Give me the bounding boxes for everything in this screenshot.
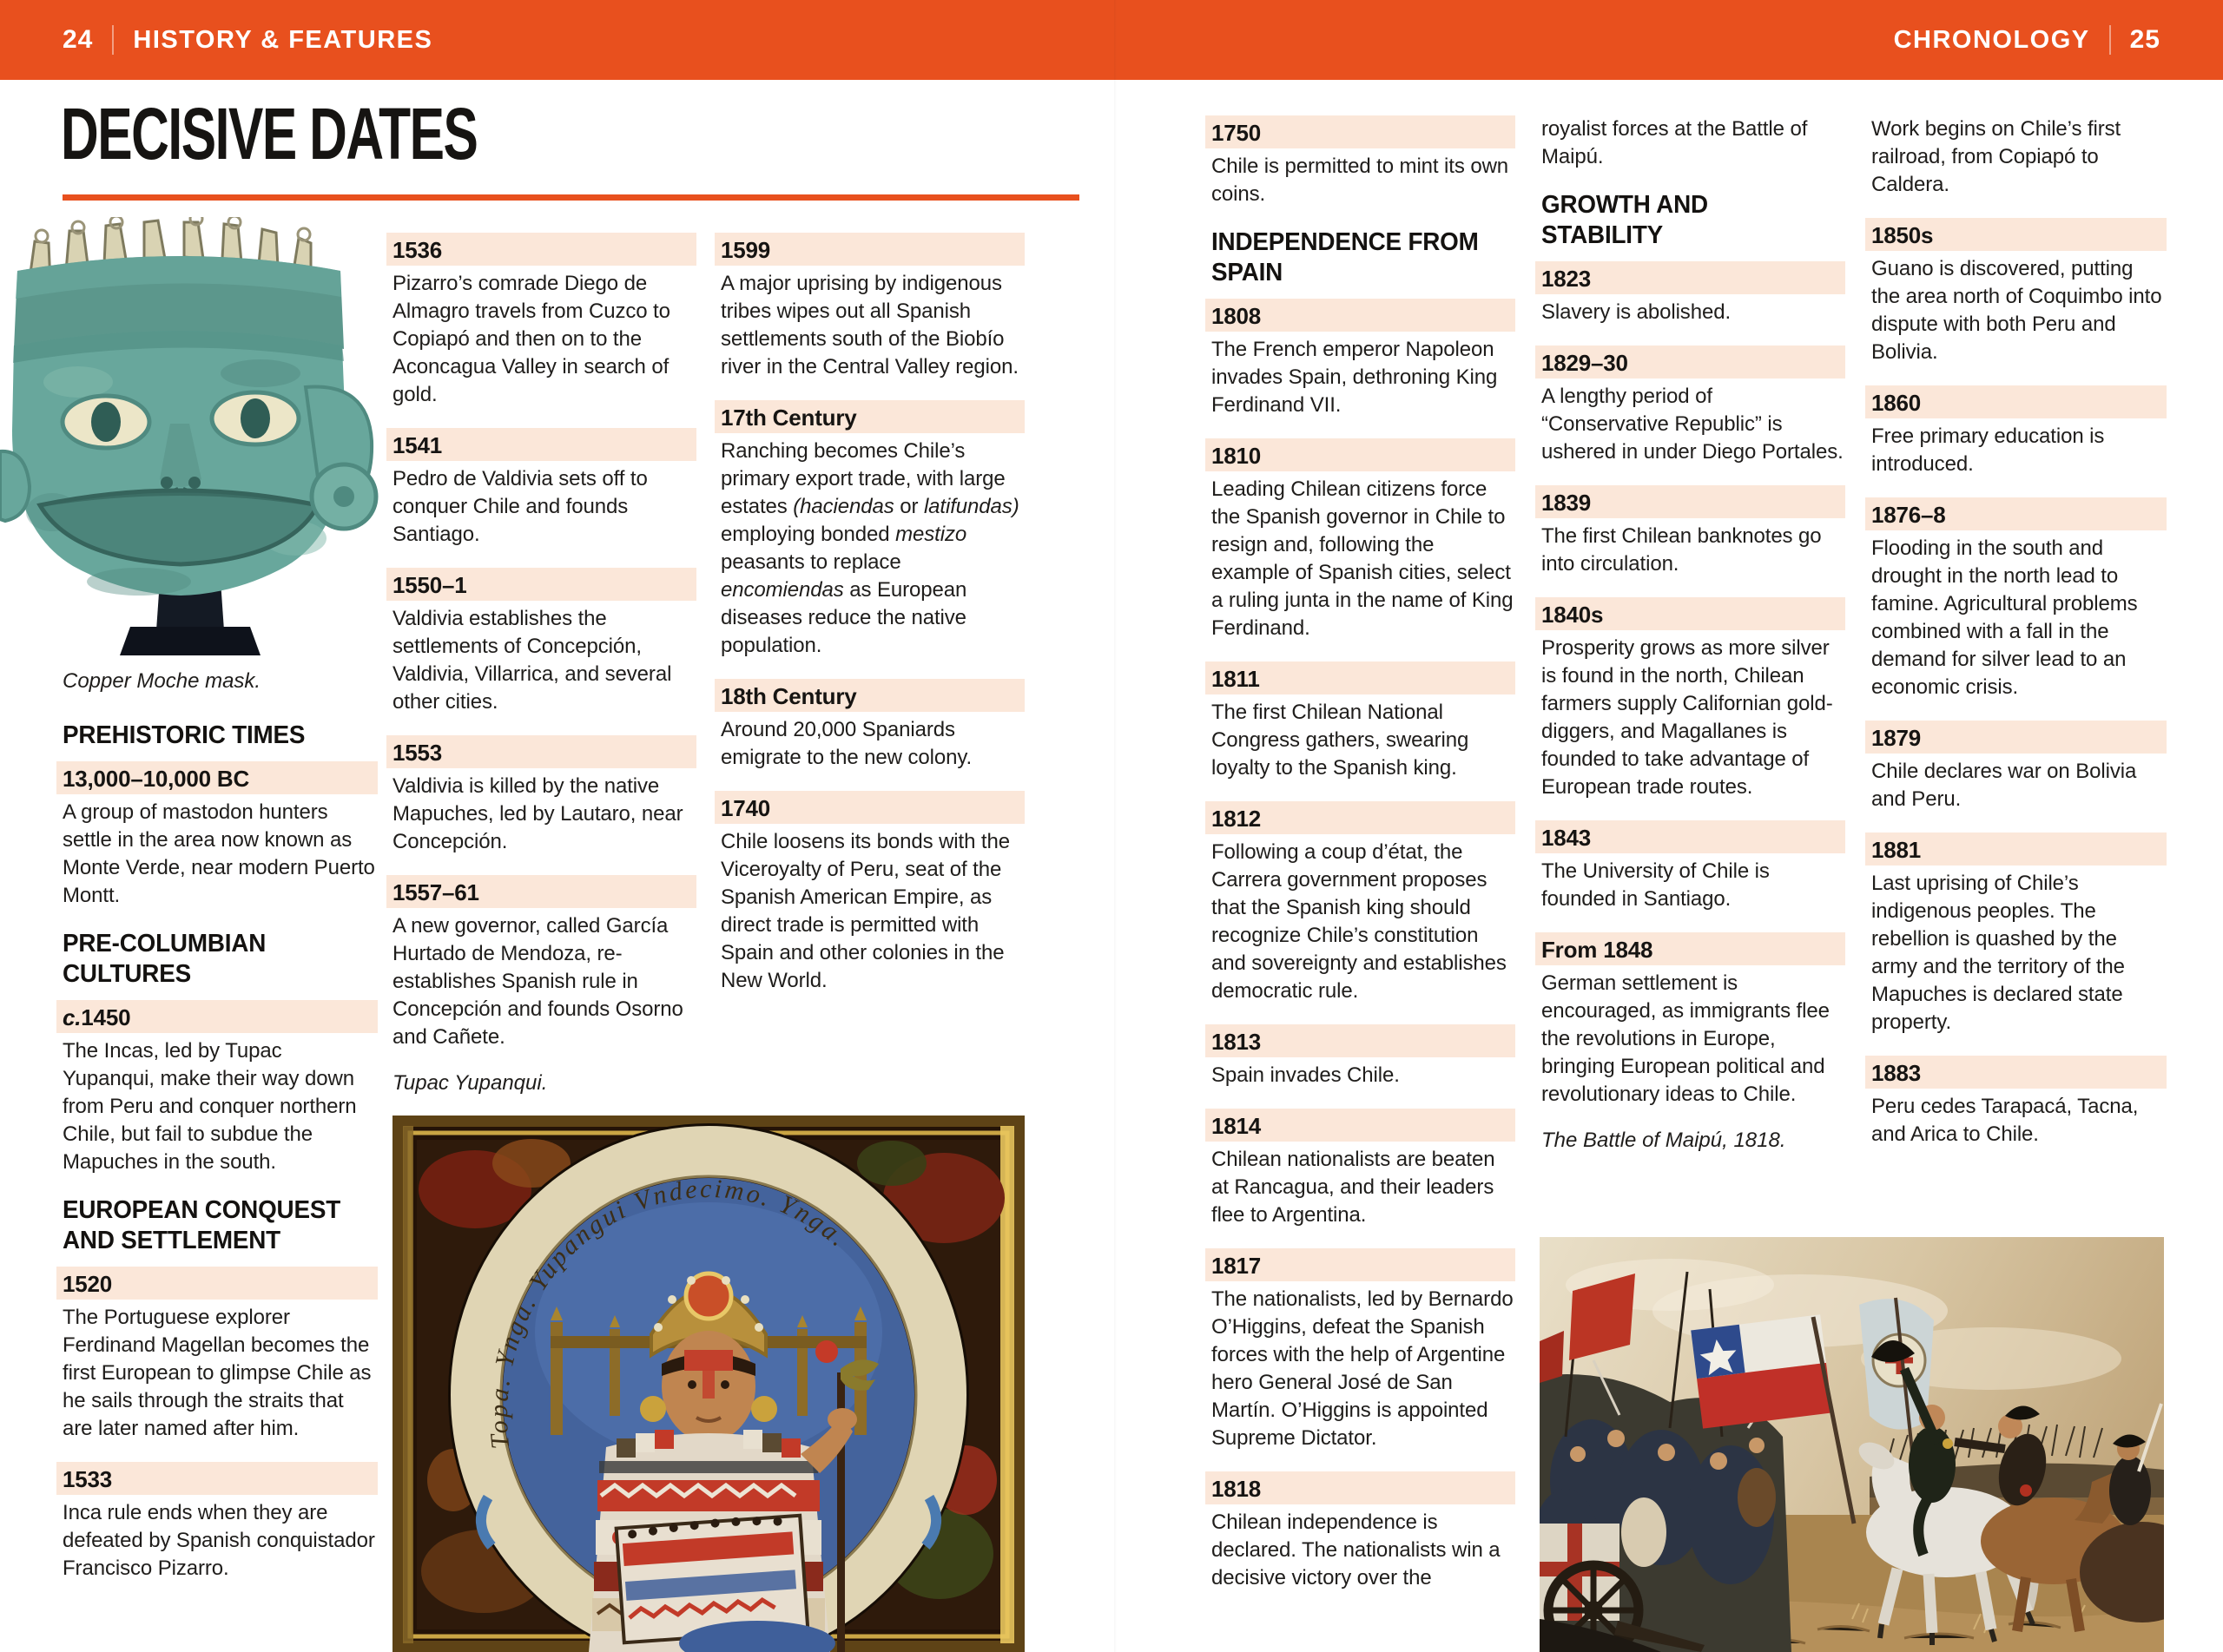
entry-text: Flooding in the south and drought in the north lead to famine. Agricultural problems combined with a fall in the demand for silver lead to an economic crisis.: [1871, 536, 2138, 699]
entry-date: 1557–61: [386, 875, 696, 908]
timeline-entry: [392, 233, 696, 409]
entry-date: 1843: [1535, 820, 1845, 853]
timeline-entry: [1541, 485, 1845, 578]
portrait-inscription: Topa. Ynga. Yupangui Vndecimo. Ynga.: [484, 1174, 854, 1451]
page-header-bar: [0, 0, 2223, 80]
entry-text: Slavery is abolished.: [1541, 300, 1732, 324]
entry-text: A major uprising by indigenous tribes wipes out all Spanish settlements south of the Biobío river in the Central Valley region.: [721, 272, 1019, 378]
entry-date: 1876–8: [1865, 497, 2167, 530]
entry-text: Valdivia is killed by the native Mapuches, led by Lautaro, near Concepción.: [392, 774, 683, 853]
entry-text-continued: royalist forces at the Battle of Maipú.: [1541, 117, 1808, 168]
timeline-entry: [1871, 833, 2167, 1037]
entry-date: 1553: [386, 735, 696, 768]
timeline-entry: [63, 761, 378, 910]
column-left-2: [392, 233, 696, 1122]
entry-text: Chile is permitted to mint its own coins.: [1211, 155, 1509, 206]
entry-text: Peru cedes Tarapacá, Tacna, and Arica to Chile.: [1871, 1095, 2139, 1146]
image-caption: Tupac Yupanqui.: [392, 1071, 548, 1095]
entry-text: Free primary education is introduced.: [1871, 425, 2105, 476]
timeline-entry: [392, 568, 696, 716]
title-rule: [63, 194, 1079, 201]
page-number-right: 25: [2129, 25, 2160, 54]
entry-text: A group of mastodon hunters settle in the area now known as Monte Verde, near modern Puerto Montt.: [63, 800, 375, 907]
timeline-entry: [1211, 1109, 1515, 1229]
timeline-entry: [721, 791, 1025, 995]
entry-text: Valdivia establishes the settlements of Concepción, Valdivia, Villarrica, and several other cities.: [392, 607, 672, 714]
entry-date: From 1848: [1535, 932, 1845, 965]
entry-text: Following a coup d’état, the Carrera government proposes that the Spanish king should recognize Chile’s constitution and sovereignty and establishes democratic rule.: [1211, 840, 1507, 1003]
entry-date: 1829–30: [1535, 346, 1845, 378]
entry-text: Chilean independence is declared. The nationalists win a decisive victory over the: [1211, 1510, 1501, 1589]
entry-date: 13,000–10,000 BC: [56, 761, 378, 794]
timeline-entry: [63, 1267, 378, 1443]
entry-text: Last uprising of Chile’s indigenous peoples. The rebellion is quashed by the army and the territory of the Mapuches is declared state property.: [1871, 872, 2125, 1034]
timeline-entry: [1211, 115, 1515, 208]
timeline-entry: [1871, 1056, 2167, 1149]
entry-text: The Incas, led by Tupac Yupanqui, make their way down from Peru and conquer northern Chile, but fail to subdue the Mapuches in the south.: [63, 1039, 357, 1174]
entry-date: 1541: [386, 428, 696, 461]
timeline-entry: [392, 428, 696, 549]
entry-date: 1813: [1205, 1024, 1515, 1057]
column-right-3: [1871, 115, 2167, 1168]
timeline-entry: [1541, 261, 1845, 326]
entry-date: 1850s: [1865, 218, 2167, 251]
entry-text: Spain invades Chile.: [1211, 1063, 1400, 1087]
timeline-entry: [721, 679, 1025, 772]
entry-date: 1811: [1205, 661, 1515, 694]
entry-date: 1536: [386, 233, 696, 266]
timeline-entry: [392, 735, 696, 856]
entry-date: 1740: [715, 791, 1025, 824]
timeline-entry: [1541, 820, 1845, 913]
entry-text: Chile loosens its bonds with the Viceroyalty of Peru, seat of the Spanish American Empire, as direct trade is permitted with Spain and other colonies in the New World.: [721, 830, 1010, 992]
battle-of-maipu-painting: [1540, 1237, 2164, 1652]
entry-text: The first Chilean National Congress gathers, swearing loyalty to the Spanish king.: [1211, 701, 1469, 780]
entry-text: Guano is discovered, putting the area north of Coquimbo into dispute with both Peru and Bolivia.: [1871, 257, 2162, 364]
entry-text: The nationalists, led by Bernardo O’Higgins, defeat the Spanish forces with the help of Argentine hero General José de San Martín. O’Higgins is appointed Supreme Dictator.: [1211, 1287, 1514, 1450]
entry-date: c.1450: [56, 1000, 378, 1033]
entry-text: The Portuguese explorer Ferdinand Magellan becomes the first European to glimpse Chile as he sails through the straits that are later named after him.: [63, 1306, 372, 1440]
entry-date: 1881: [1865, 833, 2167, 865]
header-right: [1894, 25, 2160, 55]
page-fold: [1114, 0, 1117, 1652]
entry-date: 1520: [56, 1267, 378, 1300]
entry-text: Around 20,000 Spaniards emigrate to the new colony.: [721, 718, 973, 769]
section-heading: EUROPEAN CONQUEST AND SETTLEMENT: [63, 1196, 341, 1254]
timeline-entry: [721, 400, 1025, 660]
entry-text: Pedro de Valdivia sets off to conquer Chile and founds Santiago.: [392, 467, 648, 546]
entry-text: A lengthy period of “Conservative Republic” is ushered in under Diego Portales.: [1541, 385, 1844, 464]
entry-date: 1839: [1535, 485, 1845, 518]
entry-date: 1550–1: [386, 568, 696, 601]
entry-date: 1808: [1205, 299, 1515, 332]
entry-date: 1810: [1205, 438, 1515, 471]
entry-date: 1883: [1865, 1056, 2167, 1089]
entry-text: Prosperity grows as more silver is found in the north, Chilean farmers supply Californian gold-diggers, and Magallanes is founded to take advantage of European trade routes.: [1541, 636, 1833, 799]
timeline-entry: [1871, 497, 2167, 701]
header-divider: [112, 25, 114, 55]
column-left-3: [721, 233, 1025, 1014]
column-right-2: [1541, 115, 1845, 1180]
timeline-entry: [1541, 597, 1845, 801]
entry-text: Ranching becomes Chile’s primary export trade, with large estates (haciendas or latifundas) employing bonded mestizo peasants to replace encomiendas as European diseases reduce the native population.: [721, 439, 1019, 657]
page-number-left: 24: [63, 25, 94, 54]
entry-date: 1750: [1205, 115, 1515, 148]
timeline-entry: [1211, 438, 1515, 642]
entry-date: 1599: [715, 233, 1025, 266]
entry-date: 1817: [1205, 1248, 1515, 1281]
section-heading: GROWTH AND STABILITY: [1541, 191, 1708, 249]
timeline-entry: [1871, 721, 2167, 813]
section-label-right: CHRONOLOGY: [1893, 25, 2090, 54]
section-heading: PREHISTORIC TIMES: [63, 721, 306, 749]
entry-text: The French emperor Napoleon invades Spain, dethroning King Ferdinand VII.: [1211, 338, 1498, 417]
timeline-entry: [1211, 661, 1515, 782]
timeline-entry: [1871, 385, 2167, 478]
entry-date: 1818: [1205, 1471, 1515, 1504]
entry-date: 1533: [56, 1462, 378, 1495]
timeline-entry: [1211, 1471, 1515, 1592]
entry-text: German settlement is encouraged, as immigrants flee the revolutions in Europe, bringing European political and revolutionary ideas to Chile.: [1541, 971, 1830, 1106]
timeline-entry: [63, 1462, 378, 1583]
header-left: [63, 25, 432, 55]
timeline-entry: [721, 233, 1025, 381]
entry-date: 1812: [1205, 801, 1515, 834]
entry-date: 1814: [1205, 1109, 1515, 1142]
entry-text: A new governor, called García Hurtado de Mendoza, re-establishes Spanish rule in Concepción and founds Osorno and Cañete.: [392, 914, 683, 1049]
timeline-entry: [63, 1000, 378, 1176]
entry-text: Chile declares war on Bolivia and Peru.: [1871, 760, 2137, 811]
entry-text: Leading Chilean citizens force the Spanish governor in Chile to resign and, following the example of Spanish cities, select a ruling junta in the name of King Ferdinand.: [1211, 477, 1514, 640]
image-caption: The Battle of Maipú, 1818.: [1541, 1129, 1786, 1152]
entry-text: Chilean nationalists are beaten at Rancagua, and their leaders flee to Argentina.: [1211, 1148, 1495, 1227]
tupac-yupanqui-portrait: [392, 1116, 1025, 1652]
section-heading: PRE-COLUMBIAN CULTURES: [63, 930, 267, 988]
section-label-left: HISTORY & FEATURES: [133, 25, 433, 54]
section-heading: INDEPENDENCE FROM SPAIN: [1211, 228, 1479, 286]
entry-text: Inca rule ends when they are defeated by Spanish conquistador Francisco Pizarro.: [63, 1501, 375, 1580]
moche-mask-photo: [0, 217, 379, 655]
entry-date: 1860: [1865, 385, 2167, 418]
entry-date: 1879: [1865, 721, 2167, 754]
entry-text: The University of Chile is founded in Santiago.: [1541, 859, 1770, 911]
timeline-entry: [1541, 932, 1845, 1109]
header-divider: [2109, 25, 2111, 55]
entry-date: 17th Century: [715, 400, 1025, 433]
entry-date: 1840s: [1535, 597, 1845, 630]
entry-date: 1823: [1535, 261, 1845, 294]
timeline-entry: [1541, 346, 1845, 466]
timeline-entry: [1211, 299, 1515, 419]
timeline-entry: [1211, 1024, 1515, 1089]
column-left-1: [63, 667, 378, 1602]
timeline-entry: [1211, 1248, 1515, 1452]
column-right-1: [1211, 115, 1515, 1611]
timeline-entry: [1211, 801, 1515, 1005]
entry-text: Pizarro’s comrade Diego de Almagro travels from Cuzco to Copiapó and then on to the Aconcagua Valley in search of gold.: [392, 272, 670, 406]
entry-text: The first Chilean banknotes go into circulation.: [1541, 524, 1822, 576]
entry-date: 18th Century: [715, 679, 1025, 712]
timeline-entry: [392, 875, 696, 1051]
entry-text-continued: Work begins on Chile’s first railroad, from Copiapó to Caldera.: [1871, 117, 2121, 196]
page-title: DECISIVE DATES: [61, 93, 478, 174]
timeline-entry: [1871, 218, 2167, 366]
image-caption: Copper Moche mask.: [63, 669, 261, 693]
